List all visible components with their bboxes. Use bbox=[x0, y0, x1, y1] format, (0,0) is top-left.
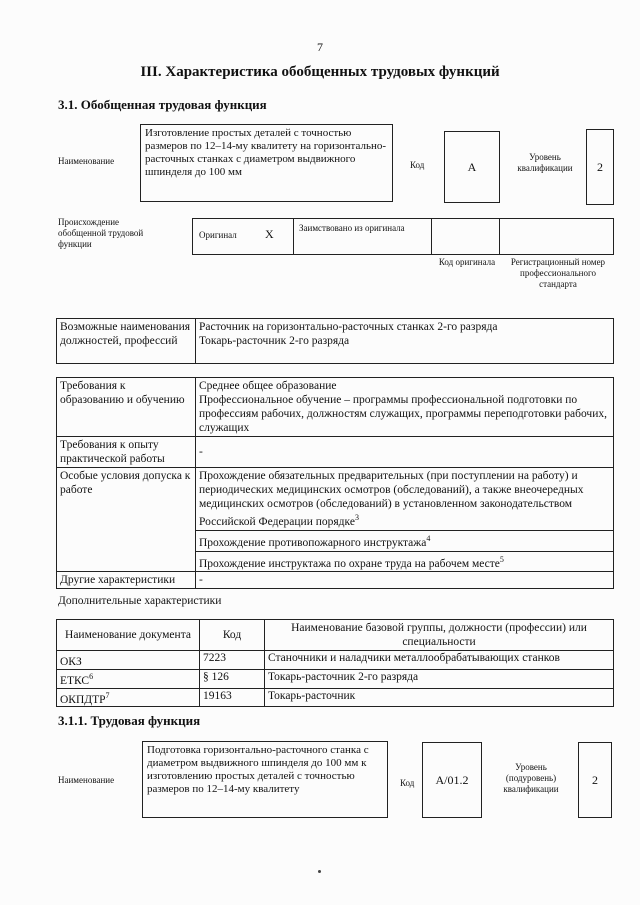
table-row: ОКЗ 7223 Станочники и наладчики металлообрабатывающих станков bbox=[57, 651, 614, 670]
experience-value: - bbox=[196, 437, 614, 468]
otf-name-label: Наименование bbox=[58, 156, 115, 166]
col-name-header: Наименование базовой группы, должности (профессии) или специальности bbox=[265, 620, 614, 651]
otf-code-label: Код bbox=[410, 160, 425, 170]
otf-level-value: 2 bbox=[586, 129, 614, 205]
col-code-header: Код bbox=[200, 620, 265, 651]
position-item: Токарь-расточник 2-го разряда bbox=[199, 335, 350, 347]
tf-level-label: Уровень (подуровень) квалификации bbox=[503, 762, 559, 794]
special-item-3: Прохождение инструктажа по охране труда на рабочем месте$^5$ bbox=[196, 551, 614, 572]
special-label: Особые условия допуска к работе bbox=[57, 468, 196, 572]
table-row: ЕТКС$^6$ § 126 Токарь-расточник 2-го разряда bbox=[57, 669, 614, 688]
position-item: Расточник на горизонтально-расточных станках 2-го разряда bbox=[199, 321, 498, 333]
positions-label: Возможные наименования должностей, профессий bbox=[57, 319, 196, 364]
tf-code-value: А/01.2 bbox=[422, 742, 482, 818]
education-line: Профессиональное обучение – программы профессиональной подготовки по профессиям рабочих, должностям служащих, программы переподготовки рабочих, служащих bbox=[199, 394, 607, 434]
education-label: Требования к образованию и обучению bbox=[57, 378, 196, 437]
origin-code-original-label: Код оригинала bbox=[438, 257, 496, 267]
col-doc-header: Наименование документа bbox=[57, 620, 200, 651]
otf-heading: 3.1. Обобщенная трудовая функция bbox=[58, 97, 267, 112]
origin-original-mark: X bbox=[265, 227, 274, 241]
positions-table bbox=[56, 318, 614, 364]
otf-name-value: Изготовление простых деталей с точностью размеров по 12–14-му квалитету на горизонтально-расточных станках с диаметром выдвижного шпинделя до 100 мм bbox=[140, 124, 393, 202]
tf-code-label: Код bbox=[400, 778, 415, 788]
tf-name-value: Подготовка горизонтально-расточного станка с диаметром выдвижного шпинделя до 100 мм к изготовлению простых деталей с точностью размеров по 12–14-му квалитету bbox=[142, 741, 388, 818]
special-item-1: Прохождение обязательных предварительных (при поступлении на работу) и периодических медицинских осмотров (обследований), а также внеочередных медицинских осмотров (обследований) в установленном законодательством Российской Федерации порядке$^3$ bbox=[196, 468, 614, 531]
education-line: Среднее общее образование bbox=[199, 380, 337, 392]
other-value: - bbox=[196, 572, 614, 589]
origin-reg-number-label: Регистрационный номер профессионального стандарта bbox=[510, 257, 606, 289]
otf-code-value: А bbox=[444, 131, 500, 203]
section-title: III. Характеристика обобщенных трудовых функций bbox=[140, 64, 500, 80]
special-item-2: Прохождение противопожарного инструктажа$^4$ bbox=[196, 530, 614, 551]
additional-heading: Дополнительные характеристики bbox=[58, 595, 222, 607]
origin-original-label: Оригинал bbox=[199, 230, 237, 240]
table-row: ОКПДТР$^7$ 19163 Токарь-расточник bbox=[57, 688, 614, 707]
scan-dot bbox=[318, 870, 321, 873]
tf-level-value: 2 bbox=[578, 742, 612, 818]
otf-level-label: Уровень квалификации bbox=[517, 152, 573, 173]
experience-label: Требования к опыту практической работы bbox=[57, 437, 196, 468]
origin-borrowed-label: Заимствовано из оригинала bbox=[299, 223, 405, 233]
origin-table bbox=[192, 218, 614, 255]
origin-label: Происхождение обобщенной трудовой функции bbox=[58, 217, 144, 249]
additional-table bbox=[56, 619, 614, 707]
other-label: Другие характеристики bbox=[57, 572, 196, 589]
requirements-table bbox=[56, 377, 614, 589]
tf-name-label: Наименование bbox=[58, 775, 115, 785]
page-number: 7 bbox=[317, 40, 323, 54]
tf-heading: 3.1.1. Трудовая функция bbox=[58, 713, 201, 728]
